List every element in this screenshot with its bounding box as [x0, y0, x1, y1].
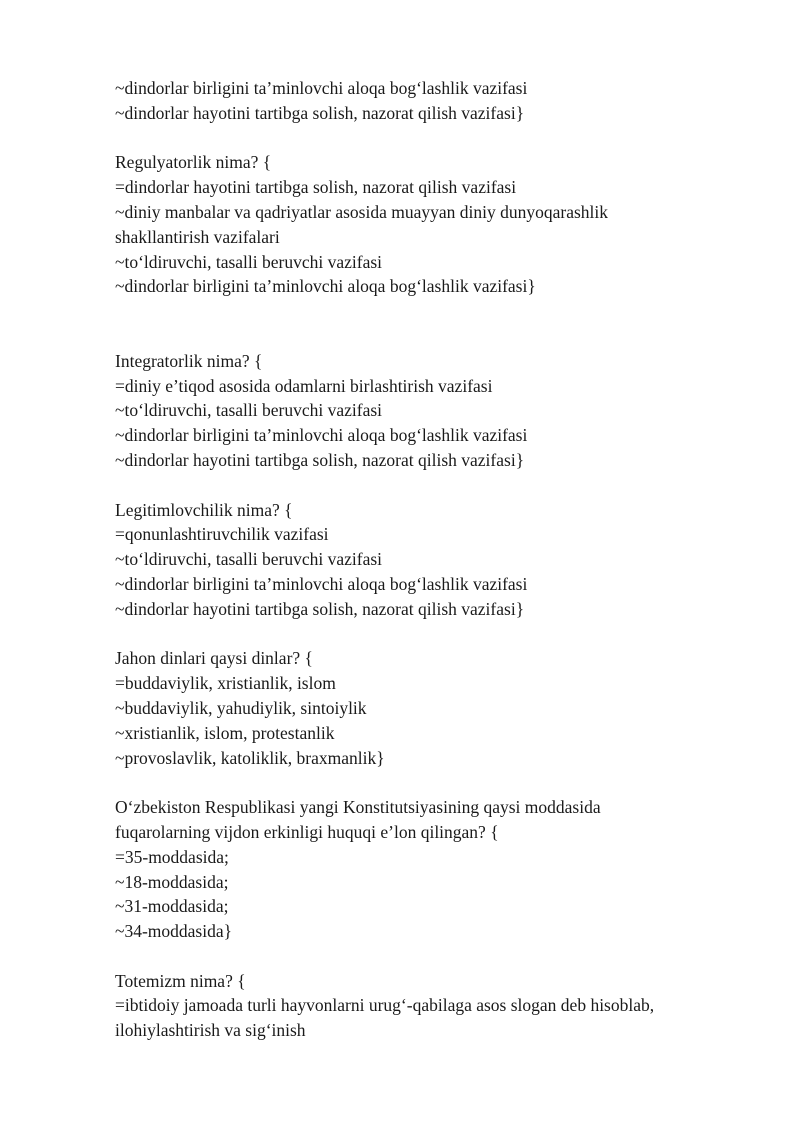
answer-option: ~provoslavlik, katoliklik, braxmanlik}	[115, 747, 385, 768]
question-text: Regulyatorlik nima? {	[115, 152, 272, 173]
answer-option: ~dindorlar hayotini tartibga solish, nazorat qilish vazifasi}	[115, 449, 525, 470]
question-text-continued: fuqarolarning vijdon erkinligi huquqi e’lon qilingan? {	[115, 821, 499, 842]
answer-option: ~dindorlar birligini ta’minlovchi aloqa bog‘lashlik vazifasi}	[115, 276, 536, 297]
question-text: O‘zbekiston Respublikasi yangi Konstitutsiyasining qaysi moddasida	[115, 797, 601, 818]
question-block-1-tail	[115, 76, 755, 126]
paragraph-gap	[115, 944, 755, 969]
question-block-jahon-dinlari	[115, 646, 755, 770]
paragraph-gap	[115, 126, 755, 151]
question-block-konstitutsiya	[115, 795, 755, 944]
answer-option-correct: =diniy e’tiqod asosida odamlarni birlashtirish vazifasi	[115, 375, 493, 396]
answer-option-continued: ilohiylashtirish va sig‘inish	[115, 1020, 306, 1041]
answer-option: ~dindorlar hayotini tartibga solish, nazorat qilish vazifasi}	[115, 598, 525, 619]
question-text: Integratorlik nima? {	[115, 350, 263, 371]
answer-option: ~dindorlar birligini ta’minlovchi aloqa bog‘lashlik vazifasi	[115, 573, 528, 594]
answer-option: ~31-moddasida;	[115, 896, 229, 917]
answer-option: ~34-moddasida}	[115, 921, 233, 942]
paragraph-gap	[115, 299, 755, 349]
paragraph-gap	[115, 473, 755, 498]
answer-option-correct: =qonunlashtiruvchilik vazifasi	[115, 524, 329, 545]
question-block-integratorlik	[115, 349, 755, 473]
answer-option: ~diniy manbalar va qadriyatlar asosida muayyan diniy dunyoqarashlik	[115, 201, 609, 222]
document-text	[115, 76, 755, 1043]
answer-option: ~to‘ldiruvchi, tasalli beruvchi vazifasi	[115, 251, 383, 272]
answer-option: ~buddaviylik, yahudiylik, sintoiylik	[115, 697, 367, 718]
paragraph-gap	[115, 770, 755, 795]
question-text: Legitimlovchilik nima? {	[115, 499, 293, 520]
question-block-regulyatorlik	[115, 150, 755, 299]
answer-option: ~to‘ldiruvchi, tasalli beruvchi vazifasi	[115, 400, 383, 421]
answer-option-correct: =dindorlar hayotini tartibga solish, nazorat qilish vazifasi	[115, 177, 517, 198]
answer-option-correct: =buddaviylik, xristianlik, islom	[115, 673, 336, 694]
answer-option: ~18-moddasida;	[115, 871, 229, 892]
answer-option: ~dindorlar birligini ta’minlovchi aloqa bog‘lashlik vazifasi	[115, 78, 528, 98]
answer-option: ~dindorlar birligini ta’minlovchi aloqa bog‘lashlik vazifasi	[115, 425, 528, 446]
answer-option: ~xristianlik, islom, protestanlik	[115, 722, 335, 743]
question-text: Totemizm nima? {	[115, 970, 246, 991]
question-block-legitimlovchilik	[115, 498, 755, 622]
paragraph-gap	[115, 622, 755, 647]
question-text: Jahon dinlari qaysi dinlar? {	[115, 648, 313, 669]
answer-option-continued: shakllantirish vazifalari	[115, 226, 280, 247]
answer-option-correct: =ibtidoiy jamoada turli hayvonlarni urug‘-qabilaga asos slogan deb hisoblab,	[115, 995, 655, 1016]
answer-option-correct: =35-moddasida;	[115, 846, 229, 867]
answer-option: ~dindorlar hayotini tartibga solish, nazorat qilish vazifasi}	[115, 102, 525, 123]
answer-option: ~to‘ldiruvchi, tasalli beruvchi vazifasi	[115, 549, 383, 570]
question-block-totemizm	[115, 969, 755, 1043]
